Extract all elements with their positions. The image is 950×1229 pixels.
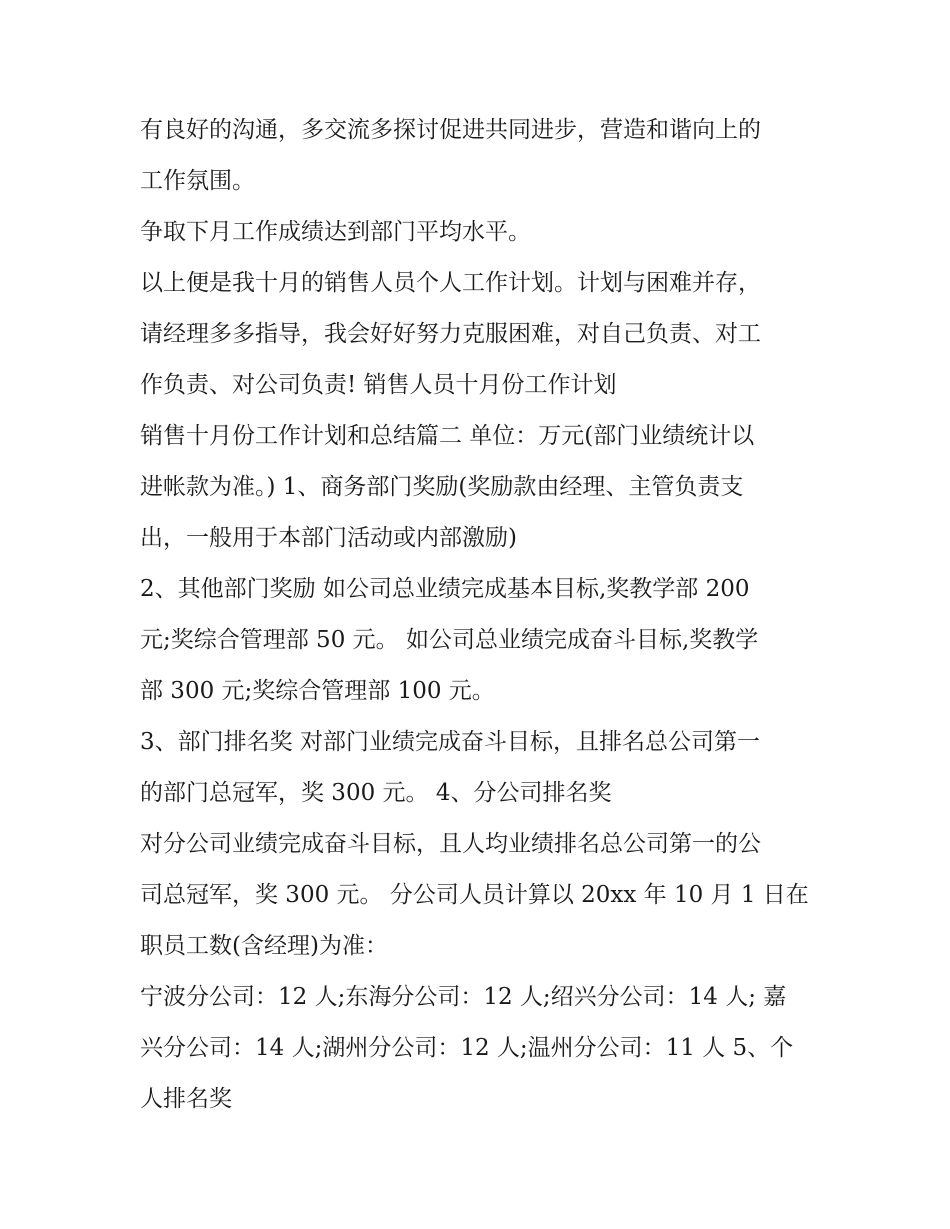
text-line: 争取下月工作成绩达到部门平均水平。: [140, 219, 531, 245]
text-line: 对分公司业绩完成奋斗目标，且人均业绩排名总公司第一的公: [140, 831, 761, 857]
text-line: 工作氛围。: [140, 168, 255, 194]
text-line: 3、部门排名奖 对部门业绩完成奋斗目标，且排名总公司第一: [140, 729, 760, 755]
text-line: 的部门总冠军，奖 300 元。 4、分公司排名奖: [140, 780, 612, 806]
text-line: 以上便是我十月的销售人员个人工作计划。计划与困难并存，: [140, 270, 761, 296]
text-line: 兴分公司：14 人;湖州分公司：12 人;温州分公司：11 人 5、个: [140, 1035, 794, 1061]
text-line: 元;奖综合管理部 50 元。 如公司总业绩完成奋斗目标,奖教学: [140, 627, 759, 653]
text-line: 2、其他部门奖励 如公司总业绩完成基本目标,奖教学部 200: [140, 576, 750, 602]
text-line: 司总冠军，奖 300 元。 分公司人员计算以 20xx 年 10 月 1 日在: [140, 882, 809, 908]
text-line: 职员工数(含经理)为准：: [140, 933, 388, 959]
text-line: 出，一般用于本部门活动或内部激励): [140, 525, 517, 551]
text-line: 作负责、对公司负责! 销售人员十月份工作计划: [140, 372, 617, 398]
document-body: [140, 105, 820, 1125]
text-line: 部 300 元;奖综合管理部 100 元。: [140, 678, 495, 704]
text-line: 宁波分公司：12 人;东海分公司：12 人;绍兴分公司：14 人; 嘉: [140, 984, 787, 1010]
text-line: 进帐款为准。) 1、商务部门奖励(奖励款由经理、主管负责支: [140, 474, 744, 500]
text-line: 销售十月份工作计划和总结篇二 单位：万元(部门业绩统计以: [140, 423, 755, 449]
text-line: 人排名奖: [140, 1086, 232, 1112]
text-line: 有良好的沟通，多交流多探讨促进共同进步，营造和谐向上的: [140, 117, 761, 143]
text-line: 请经理多多指导，我会好好努力克服困难，对自己负责、对工: [140, 321, 761, 347]
